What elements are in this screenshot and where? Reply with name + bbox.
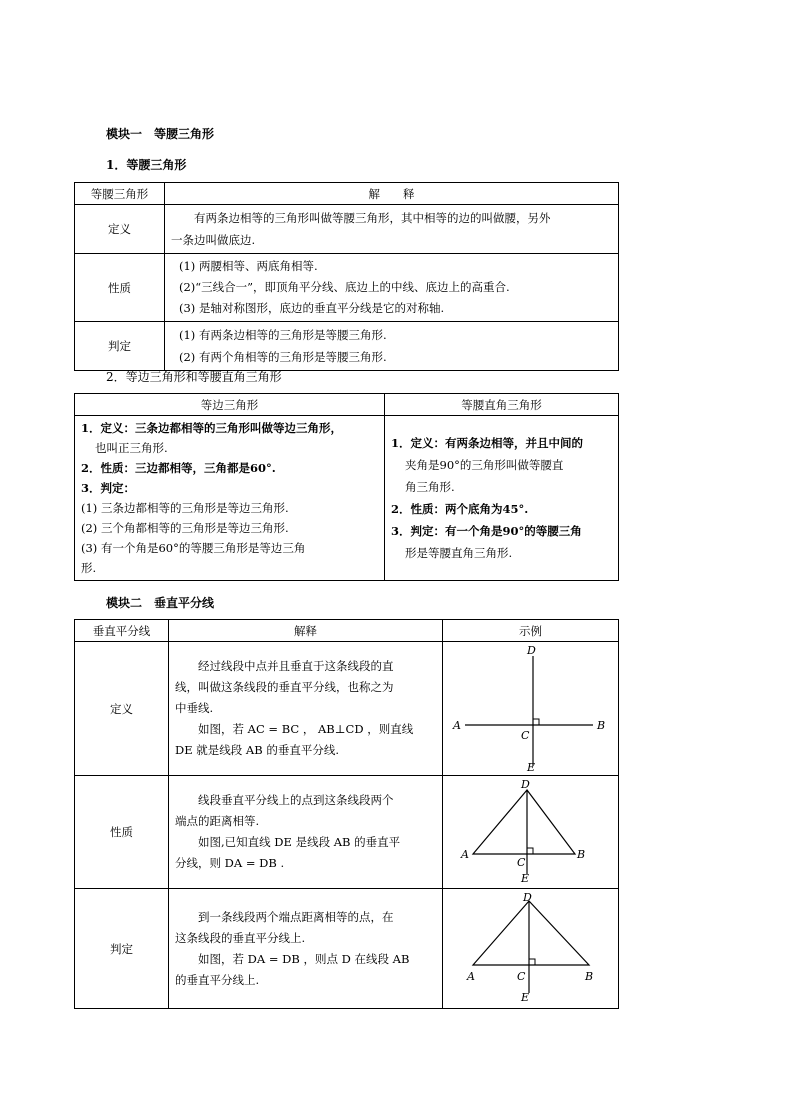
section2-heading: 2．等边三角形和等腰直角三角形: [106, 370, 282, 384]
t1-row-label: 定义: [75, 205, 165, 254]
right-angle-mark: [529, 959, 535, 965]
t2-isosceles-right-content: 1．定义：有两条边相等，并且中间的 夹角是90°的三角形叫做等腰直 角三角形. 2．性质：两个底角为45°. 3．判定：有一个角是90°的等腰三角 形是等腰直角三角形.: [385, 416, 619, 581]
fig3-label-e: E: [521, 991, 530, 1004]
t1-row-content: 有两条边相等的三角形叫做等腰三角形，其中相等的边的叫做腰，另外 一条边叫做底边.: [165, 205, 619, 254]
t3-row-label: 判定: [75, 889, 169, 1009]
fig2-label-d: D: [521, 778, 530, 791]
fig3-label-d: D: [523, 891, 532, 904]
fig2-label-c: C: [517, 856, 526, 869]
table-row: [75, 776, 619, 889]
fig2-label-b: B: [577, 848, 586, 861]
fig3-label-a: A: [467, 970, 475, 983]
isosceles-table: [74, 182, 619, 371]
fig3-label-b: B: [585, 970, 594, 983]
t1-row-content: (1) 有两条边相等的三角形是等腰三角形. (2) 有两个角相等的三角形是等腰三角形.: [165, 322, 619, 371]
t1-header-explain: 解 释: [165, 183, 619, 205]
perpendicular-cross-figure: [443, 642, 619, 772]
fig1-label-e: E: [527, 761, 536, 772]
fig3-label-c: C: [517, 970, 526, 983]
isosceles-triangle-figure: [443, 776, 619, 885]
t2-equilateral-content: 1．定义：三条边都相等的三角形叫做等边三角形， 也叫正三角形. 2．性质：三边都相等，三角都是60°. 3．判定： (1) 三条边都相等的三角形是等边三角形. (2) 三个角都相等的三角形是等边三角形. (3) 有一个角是60°的等腰三角形是等边三角 形.: [75, 416, 385, 581]
t3-row-content: 到一条线段两个端点距离相等的点，在 这条线段的垂直平分线上. 如图，若 DA = DB ，则点 D 在线段 AB 的垂直平分线上.: [169, 889, 443, 1009]
t1-header-term: 等腰三角形: [75, 183, 165, 205]
table-row: [75, 889, 619, 1009]
t3-row-label: 定义: [75, 642, 169, 776]
t3-header-explain: 解释: [169, 620, 443, 642]
right-angle-mark: [533, 719, 539, 725]
module2-heading: 模块二 垂直平分线: [106, 596, 215, 610]
t3-figure-cell: [443, 776, 619, 889]
t2-header-isosceles-right: 等腰直角三角形: [385, 394, 619, 416]
t3-header-example: 示例: [443, 620, 619, 642]
table-row: [75, 322, 619, 371]
t1-row-label: 性质: [75, 254, 165, 322]
t1-row-label: 判定: [75, 322, 165, 371]
t3-figure-cell: [443, 642, 619, 776]
fig1-label-d: D: [527, 644, 536, 657]
section1-heading: 1．等腰三角形: [106, 158, 187, 172]
module1-heading: 模块一 等腰三角形: [106, 127, 215, 141]
table-row: [75, 642, 619, 776]
t1-row-content: (1) 两腰相等、两底角相等. (2)“三线合一”，即顶角平分线、底边上的中线、底边上的高重合. (3) 是轴对称图形，底边的垂直平分线是它的对称轴.: [165, 254, 619, 322]
equilateral-right-table: [74, 393, 619, 581]
perpendicular-bisector-table: [74, 619, 619, 1009]
t2-header-equilateral: 等边三角形: [75, 394, 385, 416]
t3-header-term: 垂直平分线: [75, 620, 169, 642]
triangle-dab: [473, 790, 575, 854]
table-row: [75, 205, 619, 254]
t3-figure-cell: [443, 889, 619, 1009]
fig2-label-e: E: [521, 872, 530, 885]
fig1-label-c: C: [521, 729, 530, 742]
fig2-label-a: A: [461, 848, 469, 861]
isosceles-triangle-criterion-figure: [443, 889, 619, 1005]
fig1-label-b: B: [597, 719, 606, 732]
table-row: [75, 254, 619, 322]
t3-row-content: 线段垂直平分线上的点到这条线段两个 端点的距离相等. 如图,已知直线 DE 是线段 AB 的垂直平 分线，则 DA = DB .: [169, 776, 443, 889]
t3-row-content: 经过线段中点并且垂直于这条线段的直 线，叫做这条线段的垂直平分线，也称之为 中垂线. 如图，若 AC = BC ， AB⊥CD ，则直线 DE 就是线段 AB 的垂直平分线.: [169, 642, 443, 776]
triangle-dab: [473, 901, 589, 965]
fig1-label-a: A: [453, 719, 461, 732]
right-angle-mark: [527, 848, 533, 854]
t3-row-label: 性质: [75, 776, 169, 889]
